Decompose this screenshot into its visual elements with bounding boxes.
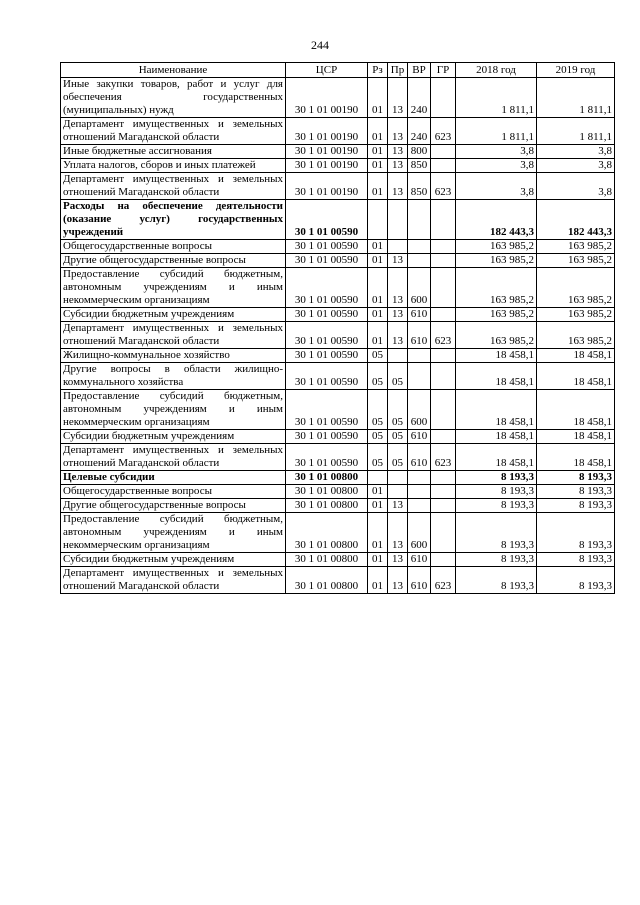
- row-rz: 01: [368, 145, 388, 159]
- row-vr: 240: [408, 78, 431, 118]
- table-row: [61, 200, 615, 240]
- header-name: Наименование: [61, 63, 286, 78]
- row-amount-2019: 8 193,3: [537, 485, 615, 499]
- row-gr: 623: [431, 173, 456, 200]
- header-2018: 2018 год: [456, 63, 537, 78]
- row-name: Субсидии бюджетным учреждениям: [61, 430, 286, 444]
- row-rz: 01: [368, 159, 388, 173]
- row-gr: [431, 363, 456, 390]
- header-pr: Пр: [388, 63, 408, 78]
- table-row: [61, 444, 615, 471]
- row-vr: 610: [408, 322, 431, 349]
- row-vr: [408, 485, 431, 499]
- row-pr: [388, 200, 408, 240]
- row-gr: [431, 268, 456, 308]
- row-rz: 01: [368, 485, 388, 499]
- table-row: [61, 349, 615, 363]
- row-amount-2019: 18 458,1: [537, 349, 615, 363]
- header-gr: ГР: [431, 63, 456, 78]
- row-pr: 13: [388, 78, 408, 118]
- row-gr: [431, 78, 456, 118]
- row-amount-2019: 3,8: [537, 159, 615, 173]
- row-csr: 30 1 01 00590: [286, 308, 368, 322]
- row-amount-2019: 1 811,1: [537, 78, 615, 118]
- row-vr: 610: [408, 444, 431, 471]
- row-rz: 01: [368, 322, 388, 349]
- row-csr: 30 1 01 00190: [286, 159, 368, 173]
- table-row: [61, 485, 615, 499]
- row-csr: 30 1 01 00800: [286, 485, 368, 499]
- row-gr: 623: [431, 118, 456, 145]
- row-vr: [408, 254, 431, 268]
- row-amount-2019: 163 985,2: [537, 322, 615, 349]
- row-amount-2019: 163 985,2: [537, 240, 615, 254]
- row-gr: [431, 485, 456, 499]
- row-amount-2019: 18 458,1: [537, 444, 615, 471]
- row-pr: 13: [388, 254, 408, 268]
- row-amount-2019: 3,8: [537, 173, 615, 200]
- row-name: Другие общегосударственные вопросы: [61, 254, 286, 268]
- row-pr: [388, 349, 408, 363]
- row-amount-2018: 8 193,3: [456, 485, 537, 499]
- table-row: [61, 499, 615, 513]
- row-pr: 05: [388, 390, 408, 430]
- row-pr: 05: [388, 444, 408, 471]
- row-csr: 30 1 01 00800: [286, 567, 368, 594]
- row-gr: [431, 390, 456, 430]
- row-name: Департамент имущественных и земельных отношений Магаданской области: [61, 567, 286, 594]
- row-gr: [431, 145, 456, 159]
- row-amount-2018: 3,8: [456, 173, 537, 200]
- row-rz: 05: [368, 390, 388, 430]
- row-pr: 13: [388, 118, 408, 145]
- row-amount-2019: 163 985,2: [537, 268, 615, 308]
- row-csr: 30 1 01 00590: [286, 363, 368, 390]
- budget-table: [60, 62, 615, 594]
- row-amount-2018: 8 193,3: [456, 499, 537, 513]
- row-amount-2018: 163 985,2: [456, 308, 537, 322]
- row-rz: 05: [368, 430, 388, 444]
- row-pr: 13: [388, 513, 408, 553]
- row-pr: [388, 240, 408, 254]
- row-amount-2018: 1 811,1: [456, 78, 537, 118]
- row-vr: [408, 349, 431, 363]
- row-amount-2018: 18 458,1: [456, 349, 537, 363]
- row-amount-2018: 1 811,1: [456, 118, 537, 145]
- table-row: [61, 240, 615, 254]
- row-csr: 30 1 01 00800: [286, 471, 368, 485]
- header-2019: 2019 год: [537, 63, 615, 78]
- row-rz: 01: [368, 254, 388, 268]
- row-vr: 600: [408, 268, 431, 308]
- row-gr: 623: [431, 444, 456, 471]
- row-csr: 30 1 01 00590: [286, 268, 368, 308]
- row-vr: 800: [408, 145, 431, 159]
- row-amount-2018: 8 193,3: [456, 471, 537, 485]
- table-row: [61, 513, 615, 553]
- table-row: [61, 430, 615, 444]
- row-gr: [431, 499, 456, 513]
- row-pr: 13: [388, 553, 408, 567]
- table-row: [61, 390, 615, 430]
- row-csr: 30 1 01 00590: [286, 390, 368, 430]
- row-vr: 850: [408, 159, 431, 173]
- row-pr: 13: [388, 499, 408, 513]
- row-amount-2018: 3,8: [456, 145, 537, 159]
- table-row: [61, 78, 615, 118]
- row-csr: 30 1 01 00590: [286, 322, 368, 349]
- row-amount-2019: 3,8: [537, 145, 615, 159]
- row-rz: 01: [368, 118, 388, 145]
- row-vr: [408, 471, 431, 485]
- table-row: [61, 145, 615, 159]
- row-vr: [408, 240, 431, 254]
- table-row: [61, 308, 615, 322]
- row-amount-2019: 8 193,3: [537, 499, 615, 513]
- row-name: Предоставление субсидий бюджетным, автономным учреждениям и иным некоммерческим организациям: [61, 268, 286, 308]
- table-row: [61, 471, 615, 485]
- row-amount-2018: 163 985,2: [456, 268, 537, 308]
- row-rz: 01: [368, 173, 388, 200]
- row-csr: 30 1 01 00190: [286, 145, 368, 159]
- row-csr: 30 1 01 00800: [286, 553, 368, 567]
- row-vr: 600: [408, 390, 431, 430]
- row-name: Иные закупки товаров, работ и услуг для обеспечения государственных (муниципальных) нужд: [61, 78, 286, 118]
- row-rz: 01: [368, 268, 388, 308]
- table-row: [61, 567, 615, 594]
- row-amount-2019: 18 458,1: [537, 430, 615, 444]
- row-amount-2018: 8 193,3: [456, 513, 537, 553]
- row-name: Департамент имущественных и земельных отношений Магаданской области: [61, 173, 286, 200]
- row-vr: [408, 363, 431, 390]
- row-gr: 623: [431, 322, 456, 349]
- row-amount-2019: 182 443,3: [537, 200, 615, 240]
- row-amount-2019: 8 193,3: [537, 567, 615, 594]
- row-rz: 01: [368, 240, 388, 254]
- row-amount-2019: 8 193,3: [537, 513, 615, 553]
- row-name: Департамент имущественных и земельных отношений Магаданской области: [61, 444, 286, 471]
- table-row: [61, 268, 615, 308]
- row-csr: 30 1 01 00590: [286, 444, 368, 471]
- row-amount-2018: 3,8: [456, 159, 537, 173]
- row-vr: [408, 499, 431, 513]
- row-rz: 01: [368, 499, 388, 513]
- row-name: Уплата налогов, сборов и иных платежей: [61, 159, 286, 173]
- row-amount-2019: 1 811,1: [537, 118, 615, 145]
- row-pr: 13: [388, 145, 408, 159]
- row-rz: 01: [368, 567, 388, 594]
- row-name: Жилищно-коммунальное хозяйство: [61, 349, 286, 363]
- row-name: Общегосударственные вопросы: [61, 240, 286, 254]
- row-csr: 30 1 01 00190: [286, 173, 368, 200]
- row-name: Департамент имущественных и земельных отношений Магаданской области: [61, 118, 286, 145]
- row-name: Предоставление субсидий бюджетным, автономным учреждениям и иным некоммерческим организациям: [61, 513, 286, 553]
- row-name: Другие вопросы в области жилищно-коммунального хозяйства: [61, 363, 286, 390]
- row-amount-2019: 163 985,2: [537, 308, 615, 322]
- row-gr: [431, 513, 456, 553]
- row-gr: [431, 349, 456, 363]
- table-row: [61, 322, 615, 349]
- row-gr: [431, 200, 456, 240]
- row-name: Департамент имущественных и земельных отношений Магаданской области: [61, 322, 286, 349]
- row-vr: 610: [408, 430, 431, 444]
- row-name: Субсидии бюджетным учреждениям: [61, 553, 286, 567]
- row-amount-2018: 8 193,3: [456, 553, 537, 567]
- row-csr: 30 1 01 00800: [286, 513, 368, 553]
- row-pr: 13: [388, 173, 408, 200]
- row-name: Предоставление субсидий бюджетным, автономным учреждениям и иным некоммерческим организациям: [61, 390, 286, 430]
- row-gr: [431, 471, 456, 485]
- row-vr: 600: [408, 513, 431, 553]
- row-amount-2019: 18 458,1: [537, 390, 615, 430]
- row-name: Целевые субсидии: [61, 471, 286, 485]
- row-csr: 30 1 01 00590: [286, 200, 368, 240]
- header-row: [61, 63, 615, 78]
- row-amount-2018: 182 443,3: [456, 200, 537, 240]
- table-row: [61, 118, 615, 145]
- row-rz: [368, 200, 388, 240]
- row-rz: 01: [368, 553, 388, 567]
- row-amount-2018: 163 985,2: [456, 254, 537, 268]
- row-csr: 30 1 01 00190: [286, 78, 368, 118]
- row-vr: 610: [408, 308, 431, 322]
- row-pr: 13: [388, 268, 408, 308]
- row-pr: [388, 485, 408, 499]
- table-row: [61, 173, 615, 200]
- row-rz: 01: [368, 513, 388, 553]
- row-vr: 610: [408, 567, 431, 594]
- row-amount-2019: 163 985,2: [537, 254, 615, 268]
- row-rz: 05: [368, 444, 388, 471]
- row-gr: [431, 553, 456, 567]
- row-amount-2018: 18 458,1: [456, 363, 537, 390]
- header-vr: ВР: [408, 63, 431, 78]
- row-vr: 240: [408, 118, 431, 145]
- row-name: Другие общегосударственные вопросы: [61, 499, 286, 513]
- row-amount-2018: 18 458,1: [456, 430, 537, 444]
- row-gr: [431, 254, 456, 268]
- header-csr: ЦСР: [286, 63, 368, 78]
- page-number: 244: [311, 38, 329, 52]
- row-amount-2018: 163 985,2: [456, 322, 537, 349]
- row-amount-2018: 163 985,2: [456, 240, 537, 254]
- row-vr: 850: [408, 173, 431, 200]
- row-name: Расходы на обеспечение деятельности (оказание услуг) государственных учреждений: [61, 200, 286, 240]
- row-amount-2019: 8 193,3: [537, 471, 615, 485]
- row-csr: 30 1 01 00590: [286, 349, 368, 363]
- table-row: [61, 553, 615, 567]
- row-csr: 30 1 01 00590: [286, 430, 368, 444]
- row-amount-2018: 18 458,1: [456, 390, 537, 430]
- table-row: [61, 363, 615, 390]
- row-rz: 01: [368, 78, 388, 118]
- row-gr: [431, 308, 456, 322]
- row-csr: 30 1 01 00590: [286, 254, 368, 268]
- row-rz: 01: [368, 308, 388, 322]
- row-name: Общегосударственные вопросы: [61, 485, 286, 499]
- row-pr: 13: [388, 567, 408, 594]
- row-pr: 13: [388, 308, 408, 322]
- row-gr: [431, 430, 456, 444]
- table-row: [61, 254, 615, 268]
- row-vr: [408, 200, 431, 240]
- row-amount-2019: 8 193,3: [537, 553, 615, 567]
- row-csr: 30 1 01 00800: [286, 499, 368, 513]
- row-pr: 05: [388, 363, 408, 390]
- row-amount-2018: 18 458,1: [456, 444, 537, 471]
- row-pr: 05: [388, 430, 408, 444]
- row-amount-2019: 18 458,1: [537, 363, 615, 390]
- row-rz: 05: [368, 363, 388, 390]
- row-name: Иные бюджетные ассигнования: [61, 145, 286, 159]
- row-vr: 610: [408, 553, 431, 567]
- table-row: [61, 159, 615, 173]
- header-rz: Рз: [368, 63, 388, 78]
- row-rz: [368, 471, 388, 485]
- row-rz: 05: [368, 349, 388, 363]
- row-pr: [388, 471, 408, 485]
- row-pr: 13: [388, 322, 408, 349]
- row-amount-2018: 8 193,3: [456, 567, 537, 594]
- row-pr: 13: [388, 159, 408, 173]
- row-gr: [431, 159, 456, 173]
- row-gr: 623: [431, 567, 456, 594]
- row-gr: [431, 240, 456, 254]
- row-csr: 30 1 01 00190: [286, 118, 368, 145]
- row-csr: 30 1 01 00590: [286, 240, 368, 254]
- row-name: Субсидии бюджетным учреждениям: [61, 308, 286, 322]
